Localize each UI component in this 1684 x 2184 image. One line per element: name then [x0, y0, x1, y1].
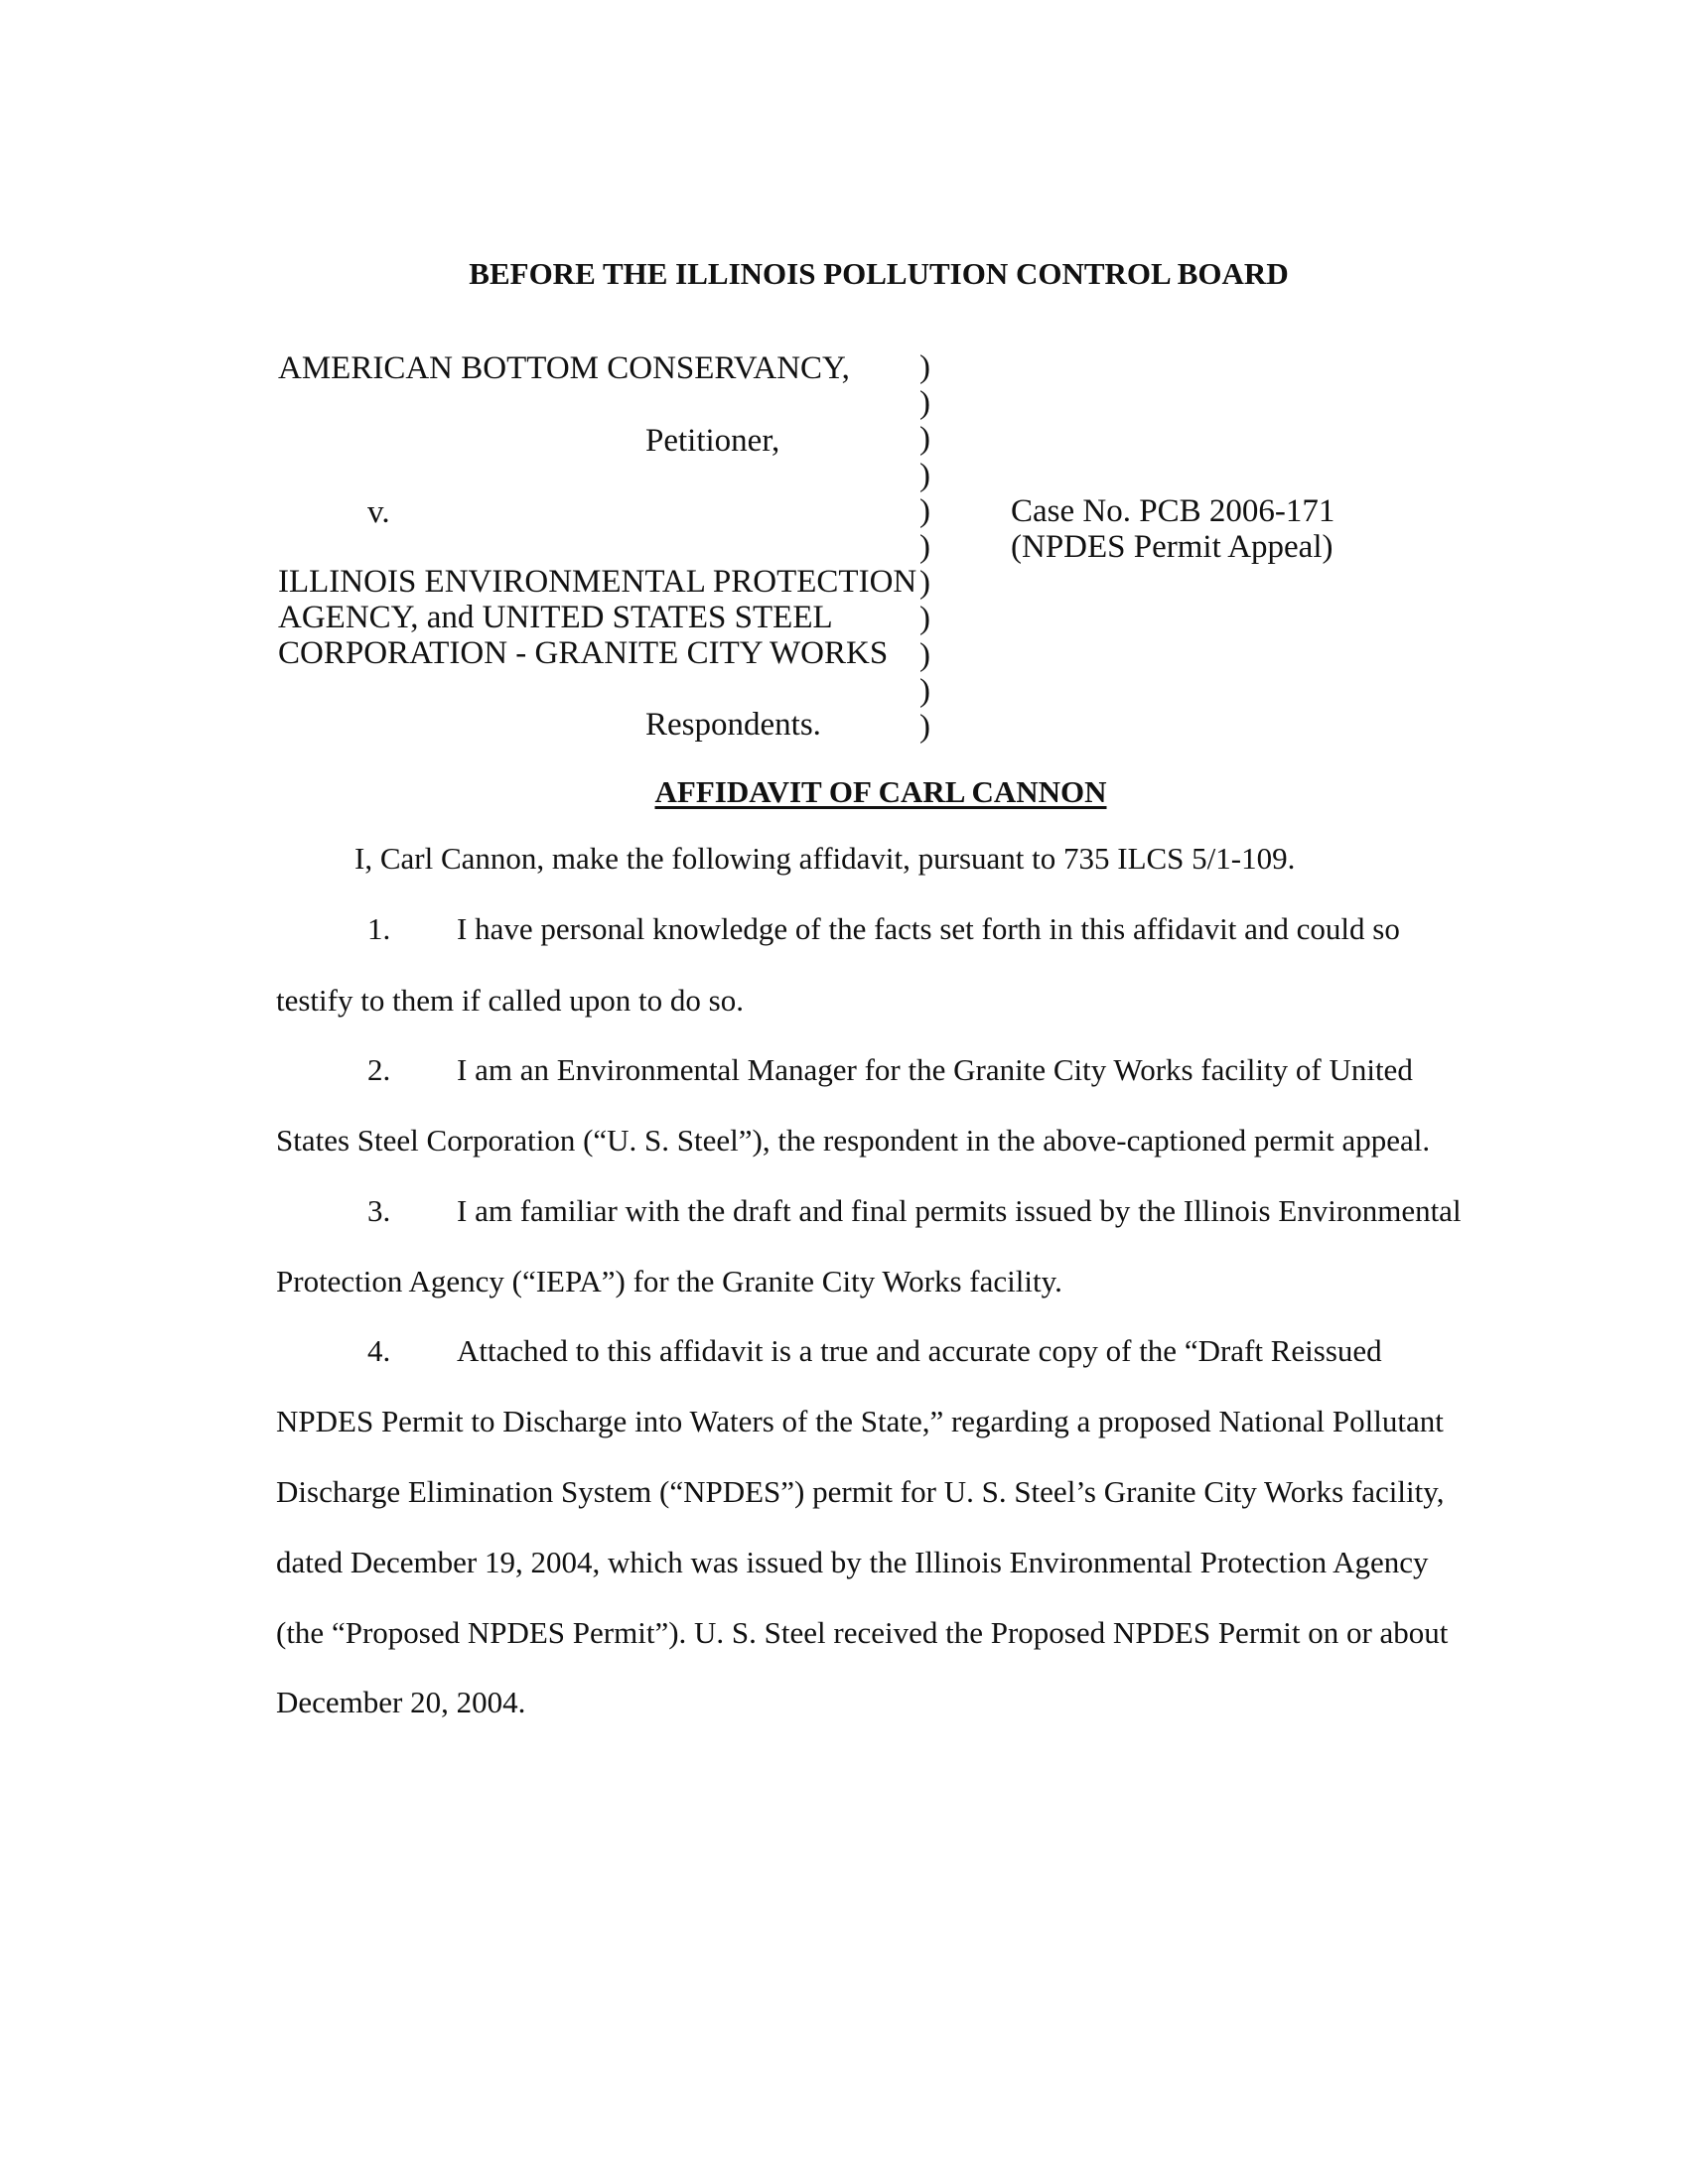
- paragraph-line: (the “Proposed NPDES Permit”). U. S. Steel received the Proposed NPDES Permit on or about: [276, 1615, 1449, 1650]
- paragraph-line: NPDES Permit to Discharge into Waters of the State,” regarding a proposed National Pollutant: [276, 1404, 1444, 1438]
- petitioner-role: Petitioner,: [645, 423, 780, 459]
- versus-label: v.: [367, 494, 390, 530]
- paragraph-line: Discharge Elimination System (“NPDES”) permit for U. S. Steel’s Granite City Works facility,: [276, 1474, 1445, 1509]
- court-heading: BEFORE THE ILLINOIS POLLUTION CONTROL BOARD: [469, 256, 1289, 291]
- case-number: Case No. PCB 2006-171: [1011, 493, 1335, 529]
- respondent-line-2: AGENCY, and UNITED STATES STEEL: [278, 600, 833, 635]
- paragraph-line: Attached to this affidavit is a true and accurate copy of the “Draft Reissued: [457, 1333, 1382, 1368]
- paragraph-line: I am familiar with the draft and final permits issued by the Illinois Environmental: [457, 1193, 1462, 1228]
- caption-paren: ): [919, 421, 930, 458]
- caption-paren: ): [919, 457, 930, 493]
- caption-paren: ): [919, 565, 930, 602]
- paragraph-number: 4.: [367, 1333, 391, 1368]
- paragraph-line: States Steel Corporation (“U. S. Steel”), the respondent in the above-captioned permit appeal.: [276, 1123, 1431, 1158]
- caption-paren: ): [919, 349, 930, 385]
- respondent-line-3: CORPORATION - GRANITE CITY WORKS: [278, 635, 889, 671]
- paragraph-line: I am an Environmental Manager for the Granite City Works facility of United: [457, 1052, 1413, 1087]
- affidavit-title: AFFIDAVIT OF CARL CANNON: [654, 774, 1107, 809]
- caption-paren: ): [919, 636, 930, 673]
- caption-paren: ): [919, 492, 930, 529]
- case-type: (NPDES Permit Appeal): [1011, 529, 1333, 565]
- paragraph-number: 1.: [367, 911, 391, 946]
- intro-statement: I, Carl Cannon, make the following affidavit, pursuant to 735 ILCS 5/1-109.: [354, 841, 1296, 876]
- caption-paren: ): [919, 528, 930, 565]
- paragraph-line: testify to them if called upon to do so.: [276, 983, 744, 1018]
- caption-paren: ): [919, 708, 930, 745]
- respondent-role: Respondents.: [645, 707, 821, 743]
- caption-paren: ): [919, 672, 930, 709]
- paragraph-line: I have personal knowledge of the facts set forth in this affidavit and could so: [457, 911, 1400, 946]
- caption-paren: ): [919, 601, 930, 637]
- respondent-line-1: ILLINOIS ENVIRONMENTAL PROTECTION: [278, 564, 917, 600]
- paragraph-line: December 20, 2004.: [276, 1685, 526, 1719]
- paragraph-number: 2.: [367, 1052, 391, 1087]
- paragraph-line: dated December 19, 2004, which was issued by the Illinois Environmental Protection Agency: [276, 1545, 1429, 1579]
- paragraph-number: 3.: [367, 1193, 391, 1228]
- caption-parenthesis-column: [919, 349, 930, 745]
- paragraph-line: Protection Agency (“IEPA”) for the Granite City Works facility.: [276, 1264, 1062, 1298]
- petitioner-name: AMERICAN BOTTOM CONSERVANCY,: [278, 350, 850, 386]
- caption-paren: ): [919, 385, 930, 422]
